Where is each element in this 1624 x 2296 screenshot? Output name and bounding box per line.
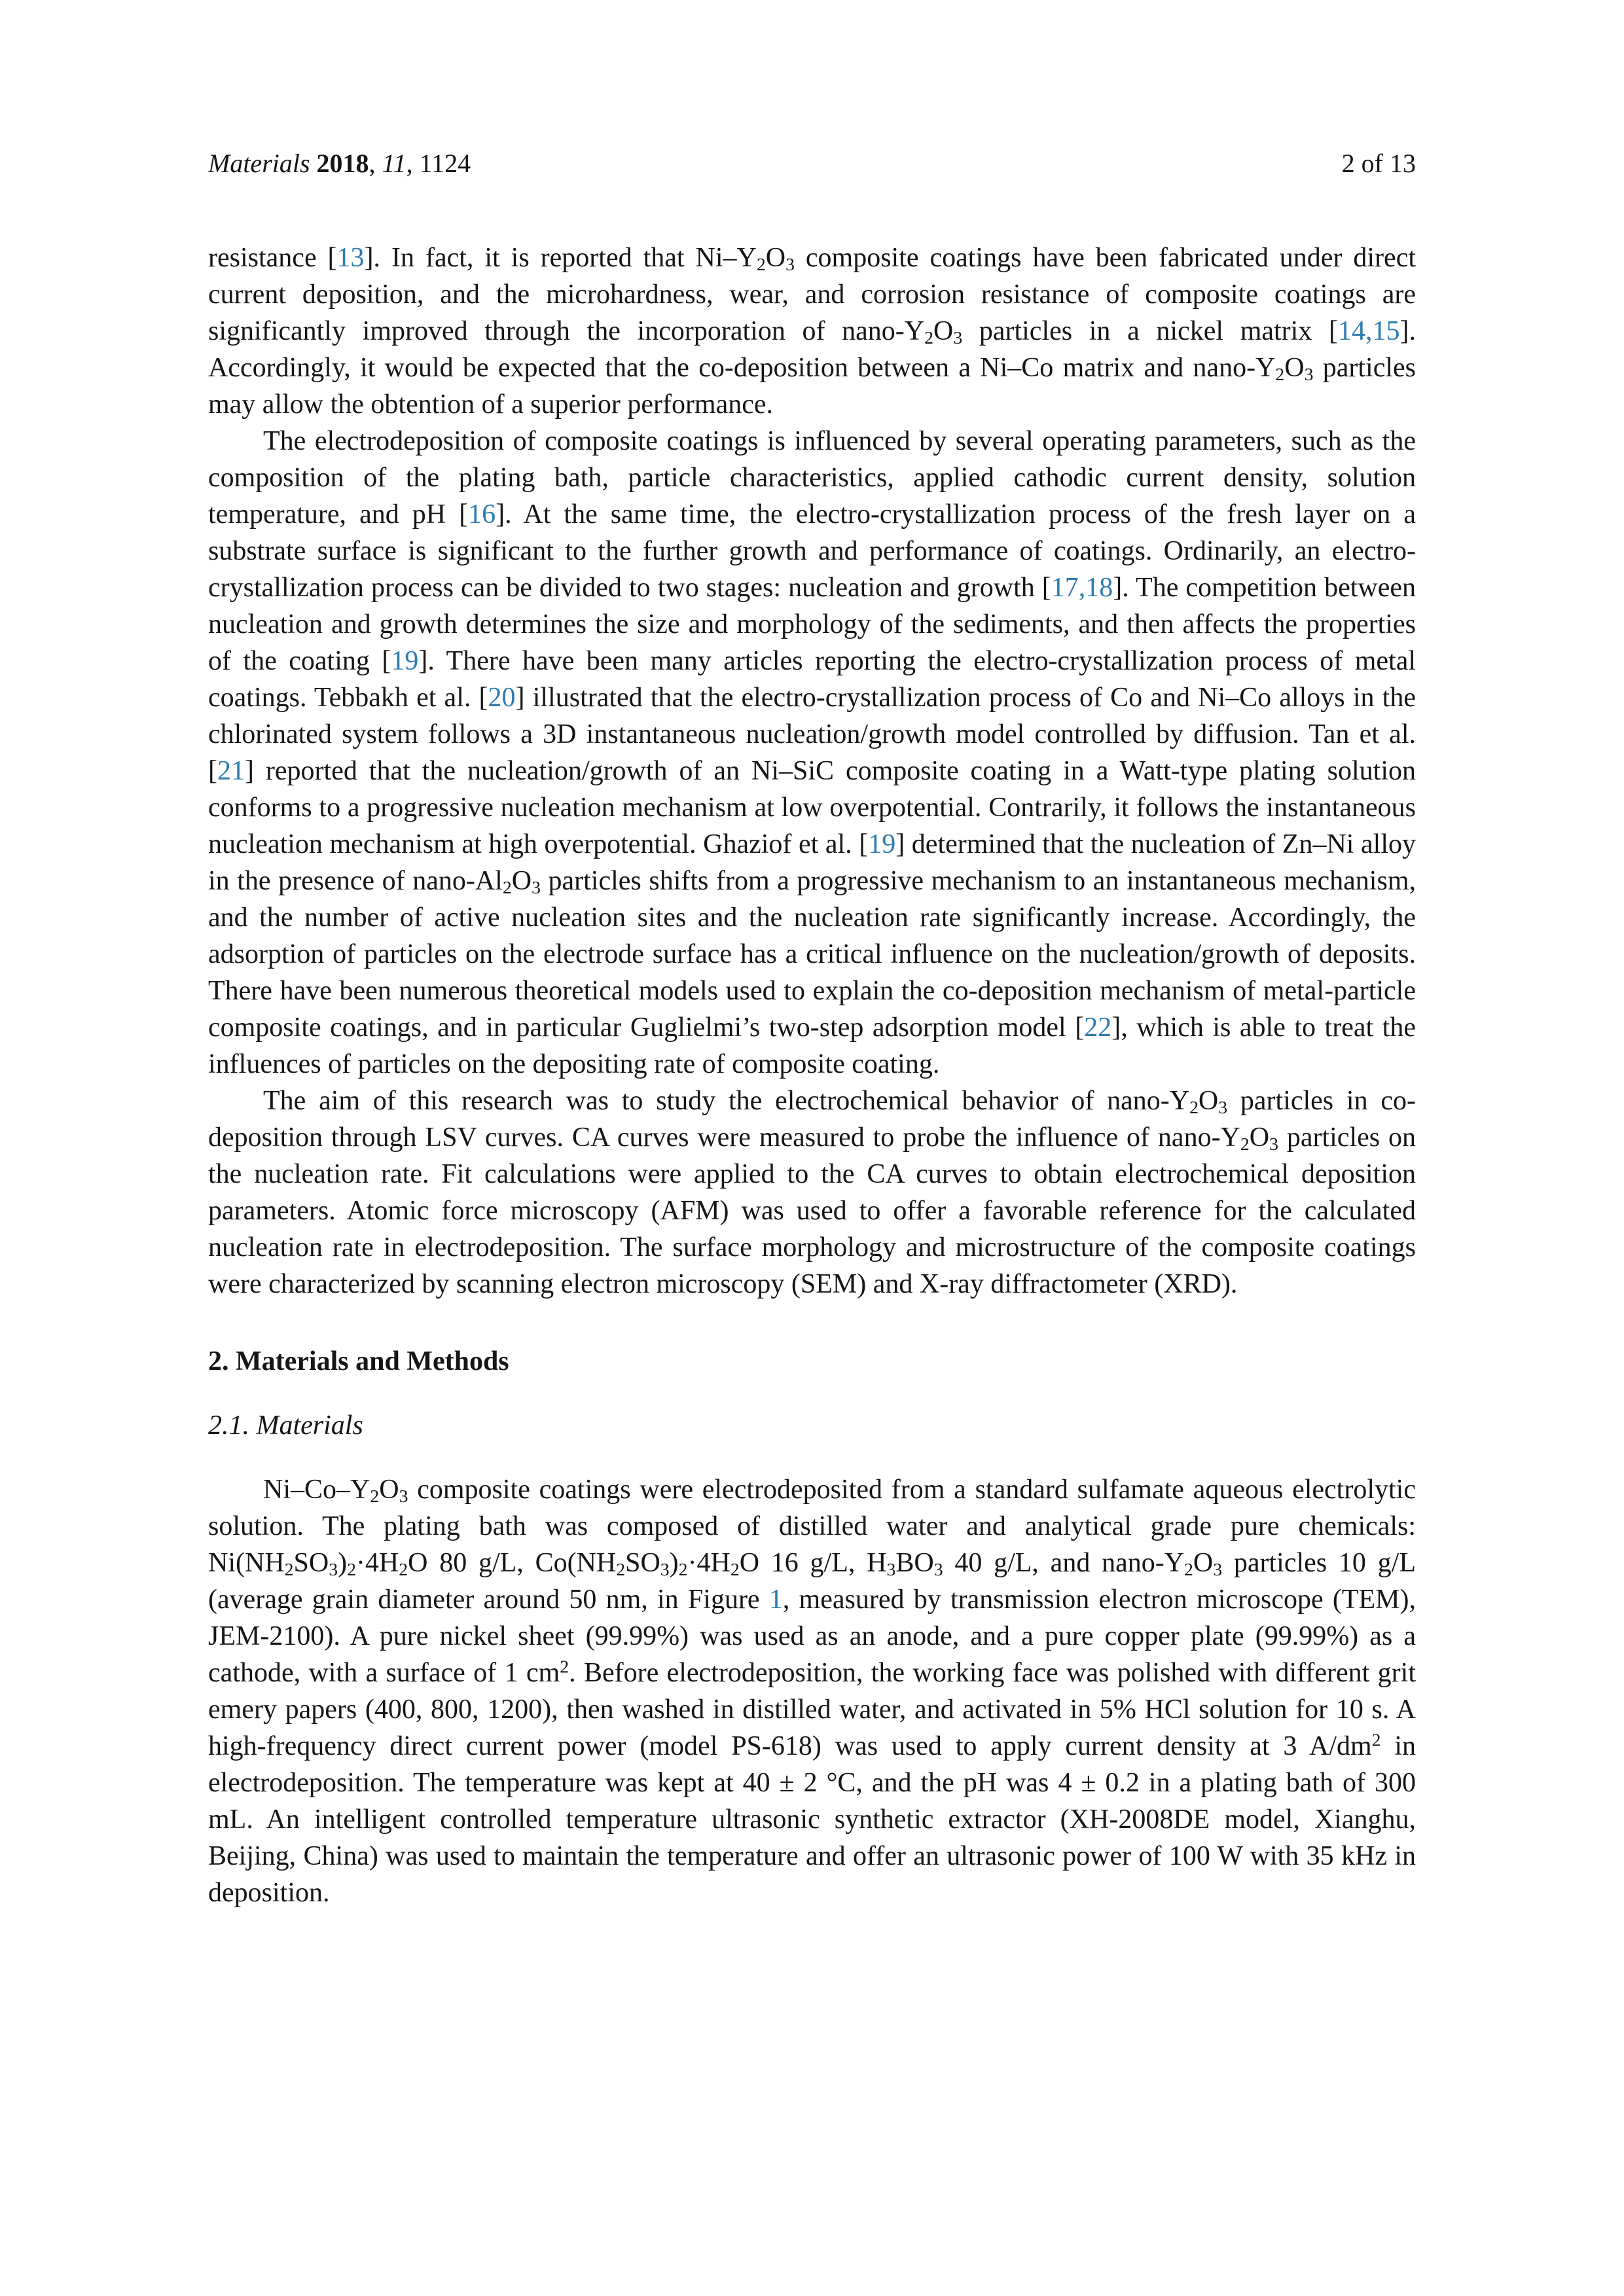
text-run: Materials xyxy=(208,149,317,178)
subscript: 3 xyxy=(1218,1097,1228,1118)
text-run: ]. Accordingly, it would be expected that the co-deposition between a Ni–Co matrix and nano-Y xyxy=(208,316,1416,383)
paragraph xyxy=(208,1471,1416,1911)
text-run: , 1124 xyxy=(406,149,471,178)
text-run: ·4H xyxy=(355,1548,399,1578)
text-run: ]. The competition between nucleation and growth determines the size and morphology of the sediments, and then affects the properties of the coating [ xyxy=(208,573,1416,676)
page-number: 2 of 13 xyxy=(1341,149,1416,178)
page-header xyxy=(208,148,1416,179)
text-run: O xyxy=(1249,1122,1270,1153)
subscript: 3 xyxy=(886,1559,896,1580)
text-run: The aim of this research was to study the electrochemical behavior of nano-Y xyxy=(263,1086,1190,1116)
subscript: 2 xyxy=(924,327,933,348)
text-run: BO xyxy=(895,1548,934,1578)
subscript: 2 xyxy=(1240,1134,1250,1155)
paragraph xyxy=(208,423,1416,1083)
superscript: 2 xyxy=(560,1656,569,1677)
text-run: in electrodeposition. The temperature was kept at 40 ± 2 °C, and the pH was 4 ± 0.2 in a plating bath of 300 mL. An intelligent controlled temperature ultrasonic synthetic extractor (XH-2008DE model, Xianghu, Beijing, China) was used to maintain the temperature and offer an ultrasonic power of 100 W with 35 kHz in deposition. xyxy=(208,1731,1416,1908)
text-run: 40 g/L, and nano-Y xyxy=(943,1548,1185,1578)
superscript: 2 xyxy=(1371,1729,1381,1750)
text-run: ], which is able to treat the influences of particles on the depositing rate of composite coating. xyxy=(208,1013,1416,1079)
subscript: 3 xyxy=(532,877,541,898)
text-run: O xyxy=(933,316,954,346)
citation-link[interactable]: 19 xyxy=(391,646,419,676)
text-run: , measured by transmission electron microscope (TEM), JEM-2100). A pure nickel sheet (99.99%) was used as an anode, and a pure copper plate (99.99%) as a cathode, with a surface of 1 cm xyxy=(208,1585,1416,1688)
citation-link[interactable]: 21 xyxy=(217,756,245,786)
text-run: ·4H xyxy=(687,1548,731,1578)
section-heading: 2. Materials and Methods xyxy=(208,1346,509,1376)
text-run: particles on the nucleation rate. Fit calculations were applied to the CA curves to obtain electrochemical deposition parameters. Atomic force microscopy (AFM) was used to offer a favorable reference for the calculated nucleation rate in electrodeposition. The surface morphology and microstructure of the composite coatings were characterized by scanning electron microscopy (SEM) and X-ray diffractometer (XRD). xyxy=(208,1122,1416,1299)
citation-link[interactable]: 17,18 xyxy=(1051,573,1113,603)
citation-link[interactable]: 13 xyxy=(336,243,365,273)
subscript: 3 xyxy=(329,1559,338,1580)
subscript: 2 xyxy=(756,254,766,275)
citation-link[interactable]: 22 xyxy=(1084,1013,1112,1043)
subscript: 2 xyxy=(370,1486,380,1507)
subscript: 2 xyxy=(502,877,512,898)
paragraph xyxy=(208,1083,1416,1302)
text-run: ] illustrated that the electro-crystallization process of Co and Ni–Co alloys in the chlorinated system follows a 3D instantaneous nucleation/growth model controlled by diffusion. Tan et al. [ xyxy=(208,683,1416,786)
subscript: 3 xyxy=(785,254,795,275)
citation-link[interactable]: 1 xyxy=(768,1585,783,1615)
text-run: particles may allow the obtention of a superior performance. xyxy=(208,353,1416,420)
subscript: 2 xyxy=(399,1559,408,1580)
text-run: O xyxy=(1193,1548,1214,1578)
text-run: O 16 g/L, H xyxy=(739,1548,887,1578)
journal-citation xyxy=(208,148,471,179)
text-run: 11 xyxy=(382,149,406,178)
subscript: 3 xyxy=(660,1559,670,1580)
text-run: 2018 xyxy=(316,149,369,178)
text-run: SO xyxy=(293,1548,329,1578)
text-run: , xyxy=(369,149,382,178)
text-run: ] reported that the nucleation/growth of an Ni–SiC composite coating in a Watt-type plating solution conforms to a progressive nucleation mechanism at low overpotential. Contrarily, it follows the instantaneous nucleation mechanism at high overpotential. Ghaziof et al. [ xyxy=(208,756,1416,859)
text-run: ]. At the same time, the electro-crystallization process of the fresh layer on a substrate surface is significant to the further growth and performance of coatings. Ordinarily, an electro-crystallization process can be divided to two stages: nucleation and growth [ xyxy=(208,499,1416,603)
subscript: 2 xyxy=(1189,1097,1199,1118)
subscript: 3 xyxy=(1213,1559,1223,1580)
text-run: O xyxy=(379,1475,399,1505)
text-run: ] determined that the nucleation of Zn–Ni alloy in the presence of nano-Al xyxy=(208,829,1416,896)
text-run: particles 10 g/L (average grain diameter around 50 nm, in Figure xyxy=(208,1548,1416,1615)
citation-link[interactable]: 14,15 xyxy=(1338,316,1400,346)
citation-link[interactable]: 19 xyxy=(868,829,896,859)
subscript: 3 xyxy=(933,1559,943,1580)
text-run: O xyxy=(1198,1086,1219,1116)
citation-link[interactable]: 16 xyxy=(468,499,496,529)
paragraph xyxy=(208,240,1416,423)
text-run: SO xyxy=(625,1548,660,1578)
text-run: composite coatings have been fabricated under direct current deposition, and the microhardness, wear, and corrosion resistance of composite coatings are significantly improved through the incorporation of nano-Y xyxy=(208,243,1416,346)
text-run: O xyxy=(765,243,786,273)
text-run: O xyxy=(511,866,532,896)
text-run: resistance [ xyxy=(208,243,337,273)
text-run: The electrodeposition of composite coatings is influenced by several operating parameters, such as the composition of the plating bath, particle characteristics, applied cathodic current density, solution temperature, and pH [ xyxy=(208,426,1416,529)
subscript: 2 xyxy=(616,1559,626,1580)
text-run: O xyxy=(1284,353,1305,383)
text-run: O 80 g/L, Co(NH xyxy=(408,1548,617,1578)
text-run: particles in a nickel matrix [ xyxy=(962,316,1338,346)
text-run: particles shifts from a progressive mechanism to an instantaneous mechanism, and the number of active nucleation sites and the nucleation rate significantly increase. Accordingly, the adsorption of particles on the electrode surface has a critical influence on the nucleation/growth of deposits. There have been numerous theoretical models used to explain the co-deposition mechanism of metal-particle composite coatings, and in particular Guglielmi’s two-step adsorption model [ xyxy=(208,866,1416,1043)
article-body xyxy=(208,240,1416,1911)
subscript: 3 xyxy=(1269,1134,1278,1155)
subsection-heading: 2.1. Materials xyxy=(208,1410,363,1441)
text-run: ]. In fact, it is reported that Ni–Y xyxy=(364,243,757,273)
citation-link[interactable]: 20 xyxy=(488,683,516,713)
text-run: Ni–Co–Y xyxy=(263,1475,370,1505)
subscript: 2 xyxy=(347,1559,356,1580)
subscript: 3 xyxy=(953,327,963,348)
text-run: . Before electrodeposition, the working face was polished with different grit emery papers (400, 800, 1200), then washed in distilled water, and activated in 5% HCl solution for 10 s. A high-frequency direct current power (model PS-618) was used to apply current density at 3 A/dm xyxy=(208,1658,1416,1761)
text-run: ) xyxy=(338,1548,348,1578)
subscript: 3 xyxy=(399,1486,408,1507)
subscript: 2 xyxy=(730,1559,740,1580)
subscript: 2 xyxy=(1275,364,1285,385)
subscript: 3 xyxy=(1304,364,1314,385)
text-run: particles in co-deposition through LSV curves. CA curves were measured to probe the influence of nano-Y xyxy=(208,1086,1416,1153)
subscript: 2 xyxy=(284,1559,294,1580)
text-run: ]. There have been many articles reporting the electro-crystallization process of metal coatings. Tebbakh et al. [ xyxy=(208,646,1416,713)
subscript: 2 xyxy=(1184,1559,1193,1580)
subscript: 2 xyxy=(678,1559,688,1580)
text-run: composite coatings were electrodeposited from a standard sulfamate aqueous electrolytic solution. The plating bath was composed of distilled water and analytical grade pure chemicals: Ni(NH xyxy=(208,1475,1416,1578)
text-run: ) xyxy=(669,1548,679,1578)
